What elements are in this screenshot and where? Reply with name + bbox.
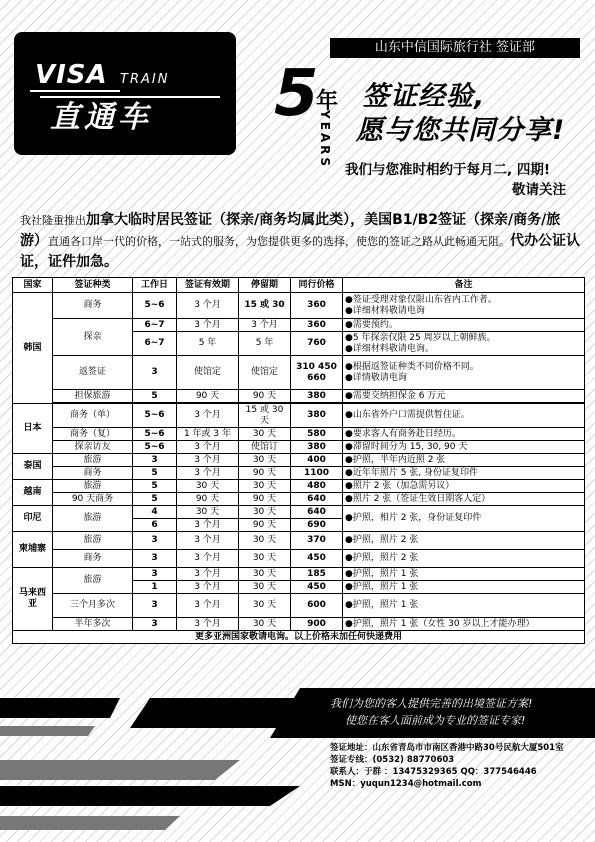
cell-days: 4 [133, 506, 177, 519]
note-line: ●5 年探亲仅限 25 周岁以上朝鲜族。 [345, 332, 496, 343]
cell-valid: 3 个月 [177, 454, 239, 467]
table-row [13, 441, 585, 454]
table-row [13, 454, 585, 467]
cell-valid: 3 个月 [177, 581, 239, 594]
cell-price: 640 [291, 493, 343, 506]
table-row [13, 356, 585, 390]
logo-chinese-text: 直通车 [50, 100, 152, 135]
cell-stay: 30 天 [239, 428, 291, 441]
cell-price: 580 [291, 428, 343, 441]
cell-valid: 3 个月 [177, 594, 239, 618]
cell-days: 5 [133, 390, 177, 403]
header-country: 国家 [13, 278, 53, 293]
cell-days: 5 [133, 467, 177, 480]
cell-price: 380 [291, 390, 343, 403]
table-footer-note: 更多亚洲国家敬请电询。以上价格未加任何快递费用 [13, 631, 585, 644]
cell-days: 5 [133, 480, 177, 493]
cell-note: ●护照，照片 1 张（女性 30 岁以上才能办理） [343, 618, 585, 631]
cell-days: 3 [133, 550, 177, 568]
cell-note: ●护照，照片 2 张 [343, 532, 585, 550]
slogan-line-1: 签证经验, [362, 81, 486, 112]
table-row [13, 390, 585, 403]
cell-type: 返签证 [53, 356, 133, 390]
cell-valid: 90 天 [177, 390, 239, 403]
cell-stay: 3 个月 [239, 319, 291, 332]
cell-stay: 15 或 30 [239, 293, 291, 319]
cell-type: 三个月多次 [53, 594, 133, 618]
cell-days: 3 [133, 532, 177, 550]
years-label: YEARS [318, 110, 332, 170]
cell-days: 3 [133, 594, 177, 618]
cell-valid: 30 天 [177, 506, 239, 519]
cell-days: 5~6 [133, 293, 177, 319]
company-name-bar: 山东中信国际旅行社 签证部 [330, 38, 580, 58]
logo-visa-text: VISA [35, 60, 108, 90]
header-validity: 签证有效期 [177, 278, 239, 293]
cell-price: 185 [291, 568, 343, 581]
cell-note: ●照片 2 张（签证生效日期客人定） [343, 493, 585, 506]
cell-note: ●护照，照片 1 张 [343, 568, 585, 581]
cell-type: 商务（单） [53, 404, 133, 428]
bottom-decoration [0, 760, 330, 842]
note-line: ●根据返签证种类不同价格不同。 [345, 361, 479, 372]
cell-valid: 使馆定 [177, 356, 239, 390]
table-row [13, 618, 585, 631]
cell-valid: 3 个月 [177, 532, 239, 550]
table-row [13, 467, 585, 480]
cell-type: 担保旅游 [53, 390, 133, 403]
cell-stay: 30 天 [239, 506, 291, 519]
cell-stay: 90 天 [239, 467, 291, 480]
cell-stay: 5 年 [239, 332, 291, 356]
intro-highlight-1: 加拿大临时居民签证（探亲/商务均属此类），美国B1/B2签证（探亲/商务/旅游） [20, 212, 561, 249]
visa-price-table [12, 277, 585, 644]
cell-note: ●护照，照片 1 张 [343, 581, 585, 594]
cell-stay: 30 天 [239, 568, 291, 581]
cell-days: 5~6 [133, 441, 177, 454]
cell-price: 600 [291, 594, 343, 618]
cell-type: 商务 [53, 467, 133, 480]
contact-address: 签证地址：山东省青岛市市南区香港中路30号民航大厦501室 [330, 743, 564, 753]
cell-price: 310 450 660 [291, 356, 343, 390]
cell-note [343, 332, 585, 356]
cell-price: 900 [291, 618, 343, 631]
country-cambodia: 柬埔寨 [13, 532, 53, 568]
cell-type: 旅游 [53, 506, 133, 532]
cell-price: 360 [291, 293, 343, 319]
cell-price: 400 [291, 454, 343, 467]
cell-days: 6~7 [133, 332, 177, 356]
header-visa-type: 签证种类 [53, 278, 133, 293]
contact-block [330, 742, 564, 790]
cell-type: 旅游 [53, 532, 133, 550]
logo-train-text: TRAIN [120, 72, 170, 87]
cell-price: 450 [291, 550, 343, 568]
cell-stay: 30 天 [239, 581, 291, 594]
promo-line-1: 我们为您的客人提供完善的出境签证方案! [330, 697, 533, 710]
cell-price: 690 [291, 519, 343, 532]
cell-stay: 90 天 [239, 519, 291, 532]
header-remarks: 备注 [343, 278, 585, 293]
cell-valid: 1 年或 3 年 [177, 428, 239, 441]
cell-note: ●滞留时间分为 15, 30, 90 天 [343, 441, 585, 454]
cell-stay: 30 天 [239, 454, 291, 467]
table-row [13, 506, 585, 519]
cell-note: ●近年年照片 5 张, 身份证复印件 [343, 467, 585, 480]
cell-stay: 使馆定 [239, 356, 291, 390]
header-price: 同行价格 [291, 278, 343, 293]
cell-price: 380 [291, 441, 343, 454]
table-row [13, 550, 585, 568]
cell-days: 5~6 [133, 404, 177, 428]
five-years-number: 5 [274, 57, 319, 131]
table-footer-row [13, 631, 585, 644]
cell-note: ●需要预约。 [343, 319, 585, 332]
promo-line-2: 使您在客人面前成为专业的签证专家! [345, 714, 526, 727]
cell-valid: 3 个月 [177, 618, 239, 631]
cell-valid: 5 年 [177, 332, 239, 356]
header-stay: 停留期 [239, 278, 291, 293]
cell-stay: 30 天 [239, 480, 291, 493]
cell-days: 5 [133, 493, 177, 506]
cell-note: ●护照，照片 1 张 [343, 594, 585, 618]
welcome-notice: 敬请关注 [512, 182, 566, 198]
table-row [13, 319, 585, 332]
country-korea: 韩国 [13, 293, 53, 404]
year-character: 年 [316, 89, 339, 114]
cell-note [343, 293, 585, 319]
cell-days: 6~7 [133, 319, 177, 332]
note-line: ●详细材料敬请电询。 [345, 343, 434, 354]
cell-price: 480 [291, 480, 343, 493]
contact-msn[interactable]: MSN：yuqun1234@hotmail.com [330, 779, 482, 789]
cell-valid: 3 个月 [177, 319, 239, 332]
slogan-line-2: 愿与您共同分享! [356, 115, 566, 146]
cell-days: 3 [133, 356, 177, 390]
cell-price: 370 [291, 532, 343, 550]
cell-days: 6 [133, 519, 177, 532]
schedule-notice: 我们与您准时相约于每月二, 四期! [345, 162, 550, 178]
cell-note: ●要求客人有商务赴日经历。 [343, 428, 585, 441]
cell-valid: 30 天 [177, 480, 239, 493]
contact-phone: 签证专线：(0532) 88770603 [330, 755, 455, 765]
table-row [13, 532, 585, 550]
table-row [13, 404, 585, 428]
cell-stay: 30 天 [239, 594, 291, 618]
cell-stay: 30 天 [239, 550, 291, 568]
cell-stay: 30 天 [239, 618, 291, 631]
cell-valid: 3 个月 [177, 441, 239, 454]
cell-stay: 30 天 [239, 532, 291, 550]
cell-days: 3 [133, 618, 177, 631]
country-malaysia: 马来西亚 [13, 568, 53, 631]
cell-stay: 使馆订 [239, 441, 291, 454]
cell-price: 640 [291, 506, 343, 519]
note-line: ●详细材料敬请电询 [345, 305, 425, 316]
country-indonesia: 印尼 [13, 506, 53, 532]
country-vietnam: 越南 [13, 480, 53, 506]
cell-stay: 15 或 30 天 [239, 404, 291, 428]
table-row [13, 568, 585, 581]
cell-price: 760 [291, 332, 343, 356]
cell-price: 450 [291, 581, 343, 594]
cell-price: 1100 [291, 467, 343, 480]
cell-type: 商务 [53, 293, 133, 319]
cell-note: ●护照，照片 2 张 [343, 550, 585, 568]
header-work-days: 工作日 [133, 278, 177, 293]
cell-note: ●护照，半年内近照 2 张 [343, 454, 585, 467]
cell-valid: 3 个月 [177, 519, 239, 532]
cell-valid: 3 个月 [177, 550, 239, 568]
table-row [13, 480, 585, 493]
contact-person: 联系人：于群 ：13475329365 QQ：377546446 [330, 767, 537, 777]
cell-type: 旅游 [53, 480, 133, 493]
intro-paragraph [20, 210, 580, 273]
country-japan: 日本 [13, 404, 53, 454]
cell-valid: 3 个月 [177, 404, 239, 428]
table-row [13, 293, 585, 319]
cell-days: 3 [133, 454, 177, 467]
table-row [13, 428, 585, 441]
intro-text-1: 我社隆重推出 [20, 214, 86, 227]
cell-type: 商务（复） [53, 428, 133, 441]
cell-note [343, 356, 585, 390]
intro-text-2: 直通各口岸一代的价格，一站式的服务，为您提供更多的选择，使您的签证之路从此畅通无阻。 [48, 235, 510, 248]
note-line: ●签证受理对象仅限山东省内工作者。 [345, 294, 497, 305]
cell-price: 380 [291, 404, 343, 428]
cell-type: 旅游 [53, 568, 133, 594]
table-row [13, 493, 585, 506]
cell-note: ●山东省外户口需提供暂住证。 [343, 404, 585, 428]
cell-type: 旅游 [53, 454, 133, 467]
cell-note: ●需要交纳担保金 6 万元 [343, 390, 585, 403]
cell-type: 商务 [53, 550, 133, 568]
intro-highlight-2: 代办公证认证，证件加急。 [20, 233, 580, 270]
cell-valid: 3 个月 [177, 293, 239, 319]
cell-type: 90 天商务 [53, 493, 133, 506]
cell-stay: 90 天 [239, 493, 291, 506]
cell-valid: 3 个月 [177, 467, 239, 480]
table-row [13, 594, 585, 618]
cell-price: 360 [291, 319, 343, 332]
cell-days: 5~6 [133, 428, 177, 441]
cell-days: 1 [133, 581, 177, 594]
cell-days: 3 [133, 568, 177, 581]
cell-valid: 90 天 [177, 493, 239, 506]
cell-valid: 3 个月 [177, 568, 239, 581]
cell-stay: 90 天 [239, 390, 291, 403]
table-header-row [13, 278, 585, 293]
country-thailand: 泰国 [13, 454, 53, 480]
cell-note: ●护照，相片 2 张，身份证复印件 [343, 506, 585, 532]
cell-type: 探亲访友 [53, 441, 133, 454]
note-line: ●详情敬请电询 [345, 372, 407, 383]
cell-type: 探亲 [53, 319, 133, 356]
cell-note: ●照片 2 张（加急需另议） [343, 480, 585, 493]
cell-type: 半年多次 [53, 618, 133, 631]
